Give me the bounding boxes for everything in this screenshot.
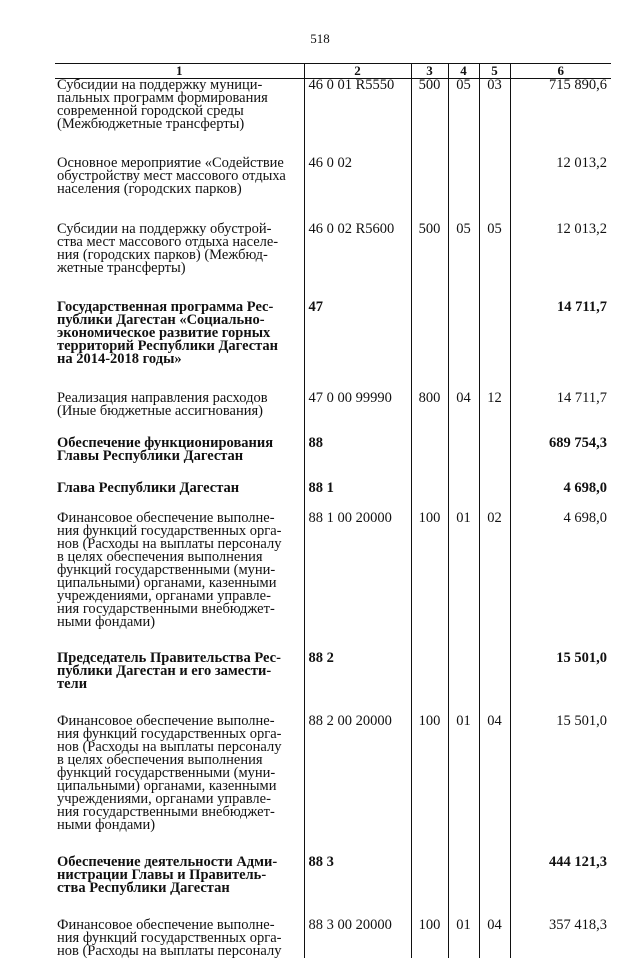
row-code: 46 0 01 R5550 xyxy=(304,79,411,132)
spacer-cell xyxy=(411,418,448,437)
row-section: 01 xyxy=(448,919,479,958)
spacer-cell xyxy=(411,463,448,482)
row-subsection xyxy=(479,482,510,495)
spacer-cell xyxy=(510,691,611,715)
row-expense-type: 500 xyxy=(411,79,448,132)
spacer-cell xyxy=(479,275,510,301)
row-description xyxy=(55,437,304,463)
description-line: Финансовое обеспечение выполне- xyxy=(57,917,275,933)
spacer-cell xyxy=(479,691,510,715)
row-amount: 4 698,0 xyxy=(510,512,611,629)
spacer-cell xyxy=(411,131,448,157)
spacer-row xyxy=(55,832,611,856)
row-description xyxy=(55,301,304,366)
row-expense-type xyxy=(411,482,448,495)
row-section xyxy=(448,482,479,495)
spacer-cell xyxy=(411,629,448,652)
spacer-cell xyxy=(448,691,479,715)
row-description xyxy=(55,482,304,495)
spacer-cell xyxy=(510,196,611,223)
description-line: Главы Республики Дагестан xyxy=(57,448,244,464)
description-line: ципальными) органами, казенными xyxy=(57,575,277,591)
spacer-cell xyxy=(510,832,611,856)
spacer-cell xyxy=(510,895,611,919)
row-section: 01 xyxy=(448,715,479,832)
description-line: населения (городских парков) xyxy=(57,181,242,197)
spacer-cell xyxy=(411,832,448,856)
row-section xyxy=(448,856,479,895)
row-description xyxy=(55,856,304,895)
description-line: жетные трансферты) xyxy=(57,260,186,276)
spacer-cell xyxy=(510,629,611,652)
description-line: ными фондами) xyxy=(57,614,156,630)
row-code: 88 1 xyxy=(304,482,411,495)
spacer-cell xyxy=(448,463,479,482)
spacer-cell xyxy=(411,691,448,715)
description-line: ципальными) органами, казенными xyxy=(57,778,277,794)
row-section: 05 xyxy=(448,223,479,275)
description-line: обустройству мест массового отдыха xyxy=(57,168,286,184)
row-amount: 4 698,0 xyxy=(510,482,611,495)
row-subsection: 12 xyxy=(479,392,510,418)
row-code: 88 3 00 20000 xyxy=(304,919,411,958)
description-line: Субсидии на поддержку обустрой- xyxy=(57,221,272,237)
spacer-cell xyxy=(448,418,479,437)
description-line: (Иные бюджетные ассигнования) xyxy=(57,403,264,419)
spacer-row xyxy=(55,196,611,223)
description-line: на 2014-2018 годы» xyxy=(57,351,182,367)
row-description xyxy=(55,919,304,958)
spacer-cell xyxy=(304,196,411,223)
description-line: Реализация направления расходов xyxy=(57,390,268,406)
table-row xyxy=(55,919,611,958)
spacer-cell xyxy=(411,275,448,301)
spacer-cell xyxy=(479,629,510,652)
description-line: публики Дагестан «Социально- xyxy=(57,312,265,328)
spacer-cell xyxy=(304,691,411,715)
row-section xyxy=(448,437,479,463)
header-col-5: 5 xyxy=(479,64,510,79)
header-col-3: 3 xyxy=(411,64,448,79)
description-line: Финансовое обеспечение выполне- xyxy=(57,510,275,526)
spacer-cell xyxy=(479,463,510,482)
spacer-row xyxy=(55,275,611,301)
row-amount: 15 501,0 xyxy=(510,652,611,691)
row-amount: 444 121,3 xyxy=(510,856,611,895)
spacer-cell xyxy=(55,691,304,715)
row-section: 01 xyxy=(448,512,479,629)
row-description xyxy=(55,652,304,691)
description-line: ния (городских парков) (Межбюд- xyxy=(57,247,268,263)
spacer-cell xyxy=(448,275,479,301)
description-line: ства мест массового отдыха населе- xyxy=(57,234,279,250)
row-description xyxy=(55,79,304,132)
row-expense-type: 800 xyxy=(411,392,448,418)
spacer-cell xyxy=(411,895,448,919)
description-line: ния функций государственных орга- xyxy=(57,523,282,539)
row-subsection: 04 xyxy=(479,919,510,958)
spacer-row xyxy=(55,895,611,919)
spacer-cell xyxy=(479,366,510,392)
description-line: ния государственными внебюджет- xyxy=(57,804,275,820)
header-col-1: 1 xyxy=(55,64,304,79)
row-subsection xyxy=(479,157,510,196)
description-line: Субсидии на поддержку муници- xyxy=(57,77,263,93)
description-line: публики Дагестан и его замести- xyxy=(57,663,272,679)
row-expense-type: 100 xyxy=(411,715,448,832)
spacer-cell xyxy=(448,895,479,919)
spacer-cell xyxy=(448,196,479,223)
spacer-cell xyxy=(479,418,510,437)
table-row xyxy=(55,437,611,463)
description-line: (Межбюджетные трансферты) xyxy=(57,116,245,132)
description-line: функций государственными (муни- xyxy=(57,765,276,781)
description-line: ства Республики Дагестан xyxy=(57,880,230,896)
spacer-cell xyxy=(55,832,304,856)
row-expense-type xyxy=(411,157,448,196)
row-amount: 14 711,7 xyxy=(510,392,611,418)
budget-table xyxy=(55,63,611,958)
row-amount: 14 711,7 xyxy=(510,301,611,366)
spacer-cell xyxy=(304,131,411,157)
table-row xyxy=(55,79,611,132)
row-section: 05 xyxy=(448,79,479,132)
spacer-row xyxy=(55,691,611,715)
spacer-cell xyxy=(510,131,611,157)
spacer-cell xyxy=(55,275,304,301)
row-subsection: 04 xyxy=(479,715,510,832)
description-line: ния государственными внебюджет- xyxy=(57,601,275,617)
spacer-cell xyxy=(304,895,411,919)
spacer-cell xyxy=(479,832,510,856)
row-subsection xyxy=(479,652,510,691)
header-col-6: 6 xyxy=(510,64,611,79)
row-amount: 12 013,2 xyxy=(510,223,611,275)
description-line: в целях обеспечения выполнения xyxy=(57,752,263,768)
row-description xyxy=(55,512,304,629)
description-line: тели xyxy=(57,676,88,692)
spacer-cell xyxy=(479,196,510,223)
spacer-cell xyxy=(55,895,304,919)
row-code: 88 2 00 20000 xyxy=(304,715,411,832)
row-expense-type: 500 xyxy=(411,223,448,275)
page-number: 518 xyxy=(310,31,330,46)
row-expense-type xyxy=(411,301,448,366)
spacer-cell xyxy=(411,366,448,392)
description-line: Основное мероприятие «Содействие xyxy=(57,155,284,171)
spacer-cell xyxy=(479,895,510,919)
row-code: 47 xyxy=(304,301,411,366)
row-expense-type: 100 xyxy=(411,919,448,958)
row-code: 47 0 00 99990 xyxy=(304,392,411,418)
description-line: Обеспечение функционирования xyxy=(57,435,274,451)
table-body xyxy=(55,79,611,959)
row-subsection: 02 xyxy=(479,512,510,629)
row-description xyxy=(55,157,304,196)
header-col-4: 4 xyxy=(448,64,479,79)
description-line: Председатель Правительства Рес- xyxy=(57,650,281,666)
description-line: нов (Расходы на выплаты персоналу xyxy=(57,536,282,552)
row-code: 46 0 02 R5600 xyxy=(304,223,411,275)
spacer-cell xyxy=(55,196,304,223)
spacer-row xyxy=(55,629,611,652)
spacer-cell xyxy=(448,131,479,157)
spacer-cell xyxy=(448,629,479,652)
spacer-cell xyxy=(304,366,411,392)
row-section xyxy=(448,157,479,196)
description-line: ния функций государственных орга- xyxy=(57,726,282,742)
row-expense-type xyxy=(411,652,448,691)
table-row xyxy=(55,856,611,895)
spacer-cell xyxy=(304,275,411,301)
row-amount: 357 418,3 xyxy=(510,919,611,958)
description-line: учреждениями, органами управле- xyxy=(57,791,271,807)
row-amount: 12 013,2 xyxy=(510,157,611,196)
row-amount: 689 754,3 xyxy=(510,437,611,463)
row-subsection: 05 xyxy=(479,223,510,275)
row-code: 88 1 00 20000 xyxy=(304,512,411,629)
row-code: 88 xyxy=(304,437,411,463)
row-expense-type xyxy=(411,437,448,463)
row-expense-type: 100 xyxy=(411,512,448,629)
spacer-cell xyxy=(55,131,304,157)
table-row xyxy=(55,392,611,418)
row-description xyxy=(55,715,304,832)
description-line: Обеспечение деятельности Адми- xyxy=(57,854,278,870)
description-line: нистрации Главы и Правитель- xyxy=(57,867,267,883)
description-line: функций государственными (муни- xyxy=(57,562,276,578)
spacer-cell xyxy=(304,832,411,856)
description-line: территорий Республики Дагестан xyxy=(57,338,279,354)
table-row xyxy=(55,157,611,196)
row-expense-type xyxy=(411,856,448,895)
spacer-row xyxy=(55,366,611,392)
description-line: учреждениями, органами управле- xyxy=(57,588,271,604)
description-line: Государственная программа Рес- xyxy=(57,299,274,315)
row-description xyxy=(55,392,304,418)
spacer-cell xyxy=(479,131,510,157)
row-description xyxy=(55,223,304,275)
row-amount: 715 890,6 xyxy=(510,79,611,132)
spacer-cell xyxy=(55,629,304,652)
table-row xyxy=(55,512,611,629)
table-row xyxy=(55,223,611,275)
description-line: Финансовое обеспечение выполне- xyxy=(57,713,275,729)
spacer-cell xyxy=(448,366,479,392)
description-line: нов (Расходы на выплаты персоналу xyxy=(57,943,282,959)
row-code: 46 0 02 xyxy=(304,157,411,196)
spacer-cell xyxy=(510,366,611,392)
spacer-cell xyxy=(304,629,411,652)
row-subsection xyxy=(479,301,510,366)
spacer-cell xyxy=(510,275,611,301)
row-subsection: 03 xyxy=(479,79,510,132)
description-line: экономическое развитие горных xyxy=(57,325,271,341)
table-row xyxy=(55,482,611,495)
table-row xyxy=(55,652,611,691)
description-line: ными фондами) xyxy=(57,817,156,833)
description-line: современной городской среды xyxy=(57,103,244,119)
spacer-cell xyxy=(411,196,448,223)
row-section xyxy=(448,652,479,691)
table-row xyxy=(55,715,611,832)
description-line: ния функций государственных орга- xyxy=(57,930,282,946)
table-row xyxy=(55,301,611,366)
description-line: в целях обеспечения выполнения xyxy=(57,549,263,565)
spacer-row xyxy=(55,131,611,157)
spacer-cell xyxy=(55,366,304,392)
header-col-2: 2 xyxy=(304,64,411,79)
row-subsection xyxy=(479,856,510,895)
row-code: 88 2 xyxy=(304,652,411,691)
spacer-cell xyxy=(448,832,479,856)
row-code: 88 3 xyxy=(304,856,411,895)
row-section: 04 xyxy=(448,392,479,418)
description-line: пальных программ формирования xyxy=(57,90,268,106)
description-line: Глава Республики Дагестан xyxy=(57,480,240,496)
row-subsection xyxy=(479,437,510,463)
row-section xyxy=(448,301,479,366)
row-amount: 15 501,0 xyxy=(510,715,611,832)
description-line: нов (Расходы на выплаты персоналу xyxy=(57,739,282,755)
